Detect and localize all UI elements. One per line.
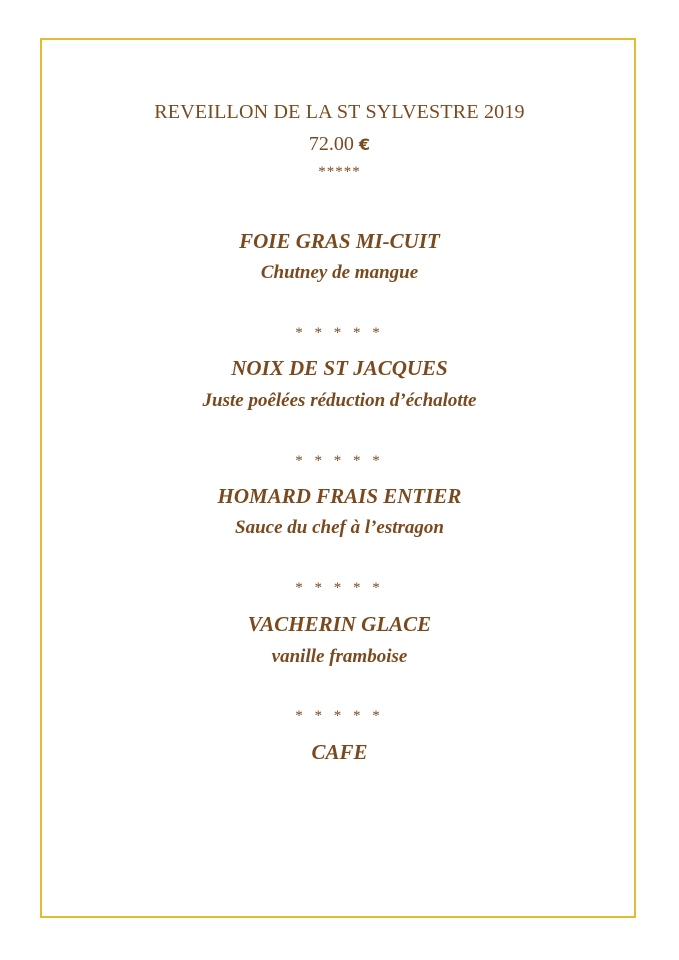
course-5-name: CAFE [311,740,368,764]
separator-2: * * * * * [295,453,384,469]
course-4-name: VACHERIN GLACE [247,612,432,636]
separator-3: * * * * * [295,580,384,596]
header-stars: ***** [318,164,361,180]
separator-4: * * * * * [295,708,384,724]
course-4-description: vanille framboise [271,646,408,667]
menu-price [0,133,679,156]
course-3-name: HOMARD FRAIS ENTIER [217,484,462,508]
course-1-description: Chutney de mangue [260,262,419,283]
separator-1: * * * * * [295,325,384,341]
course-3-description: Sauce du chef à l’estragon [235,517,444,538]
course-1-name: FOIE GRAS MI-CUIT [239,229,440,253]
course-2-name: NOIX DE ST JACQUES [231,356,448,380]
course-2-description: Juste poêlées réduction d’échalotte [202,390,477,411]
price-value: 72.00 [308,133,354,155]
menu-title: REVEILLON DE LA ST SYLVESTRE 2019 [154,101,525,123]
currency-symbol: € [358,135,371,154]
